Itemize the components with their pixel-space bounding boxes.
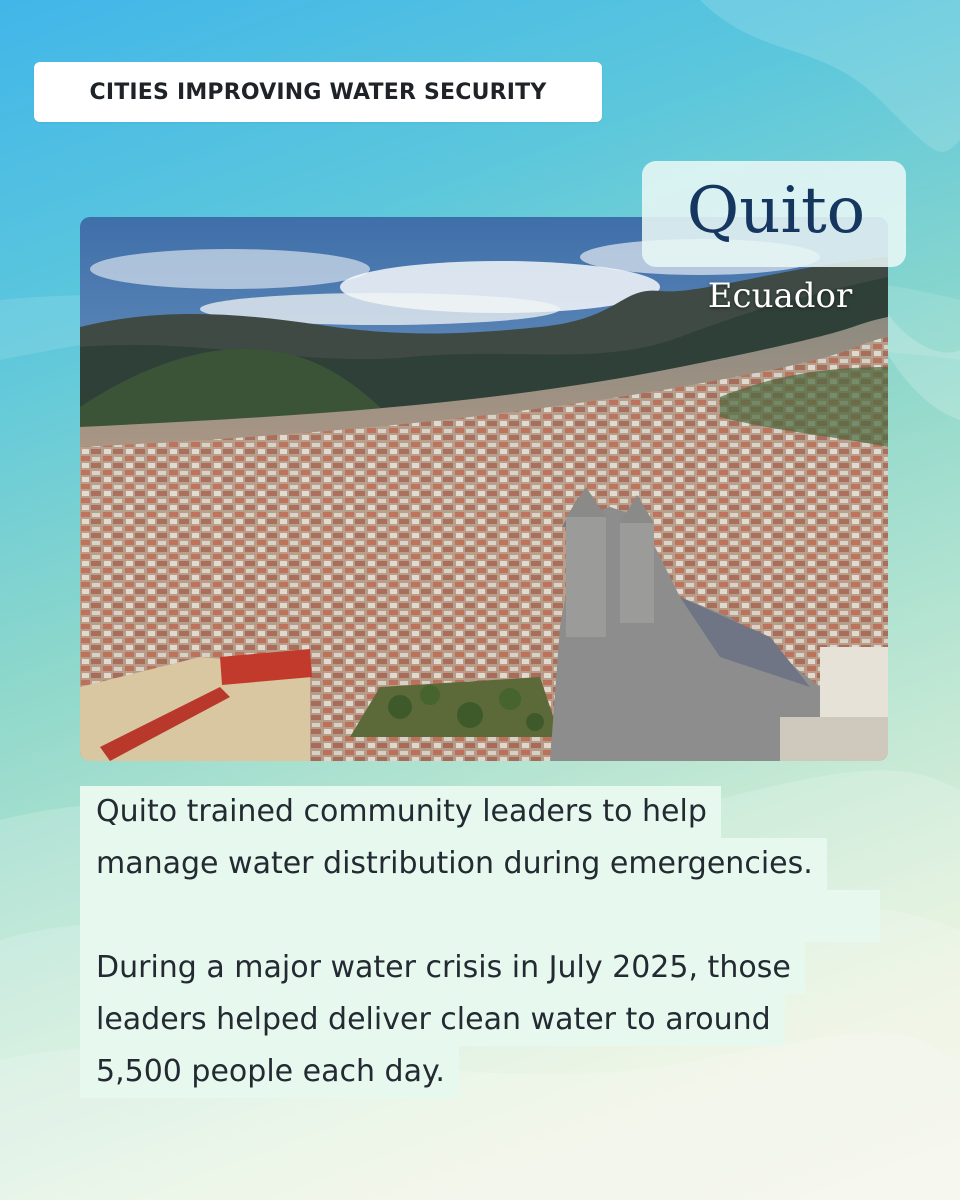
category-tag	[34, 62, 602, 122]
paragraph-1	[80, 786, 910, 890]
paragraph-2-line-1: During a major water crisis in July 2025, those	[80, 942, 805, 994]
paragraph-1-line-1: Quito trained community leaders to help	[80, 786, 721, 838]
city-name: Quito	[686, 174, 866, 248]
paragraph-2-line-3: 5,500 people each day.	[80, 1046, 459, 1098]
body-text	[80, 786, 910, 1098]
paragraph-2-line-2: leaders helped deliver clean water to around	[80, 994, 785, 1046]
paragraph-1-line-2: manage water distribution during emergencies.	[80, 838, 827, 890]
country-name: Ecuador	[707, 276, 853, 316]
paragraph-spacer	[80, 890, 880, 942]
category-tag-label: CITIES IMPROVING WATER SECURITY	[89, 79, 547, 105]
paragraph-2	[80, 942, 910, 1098]
